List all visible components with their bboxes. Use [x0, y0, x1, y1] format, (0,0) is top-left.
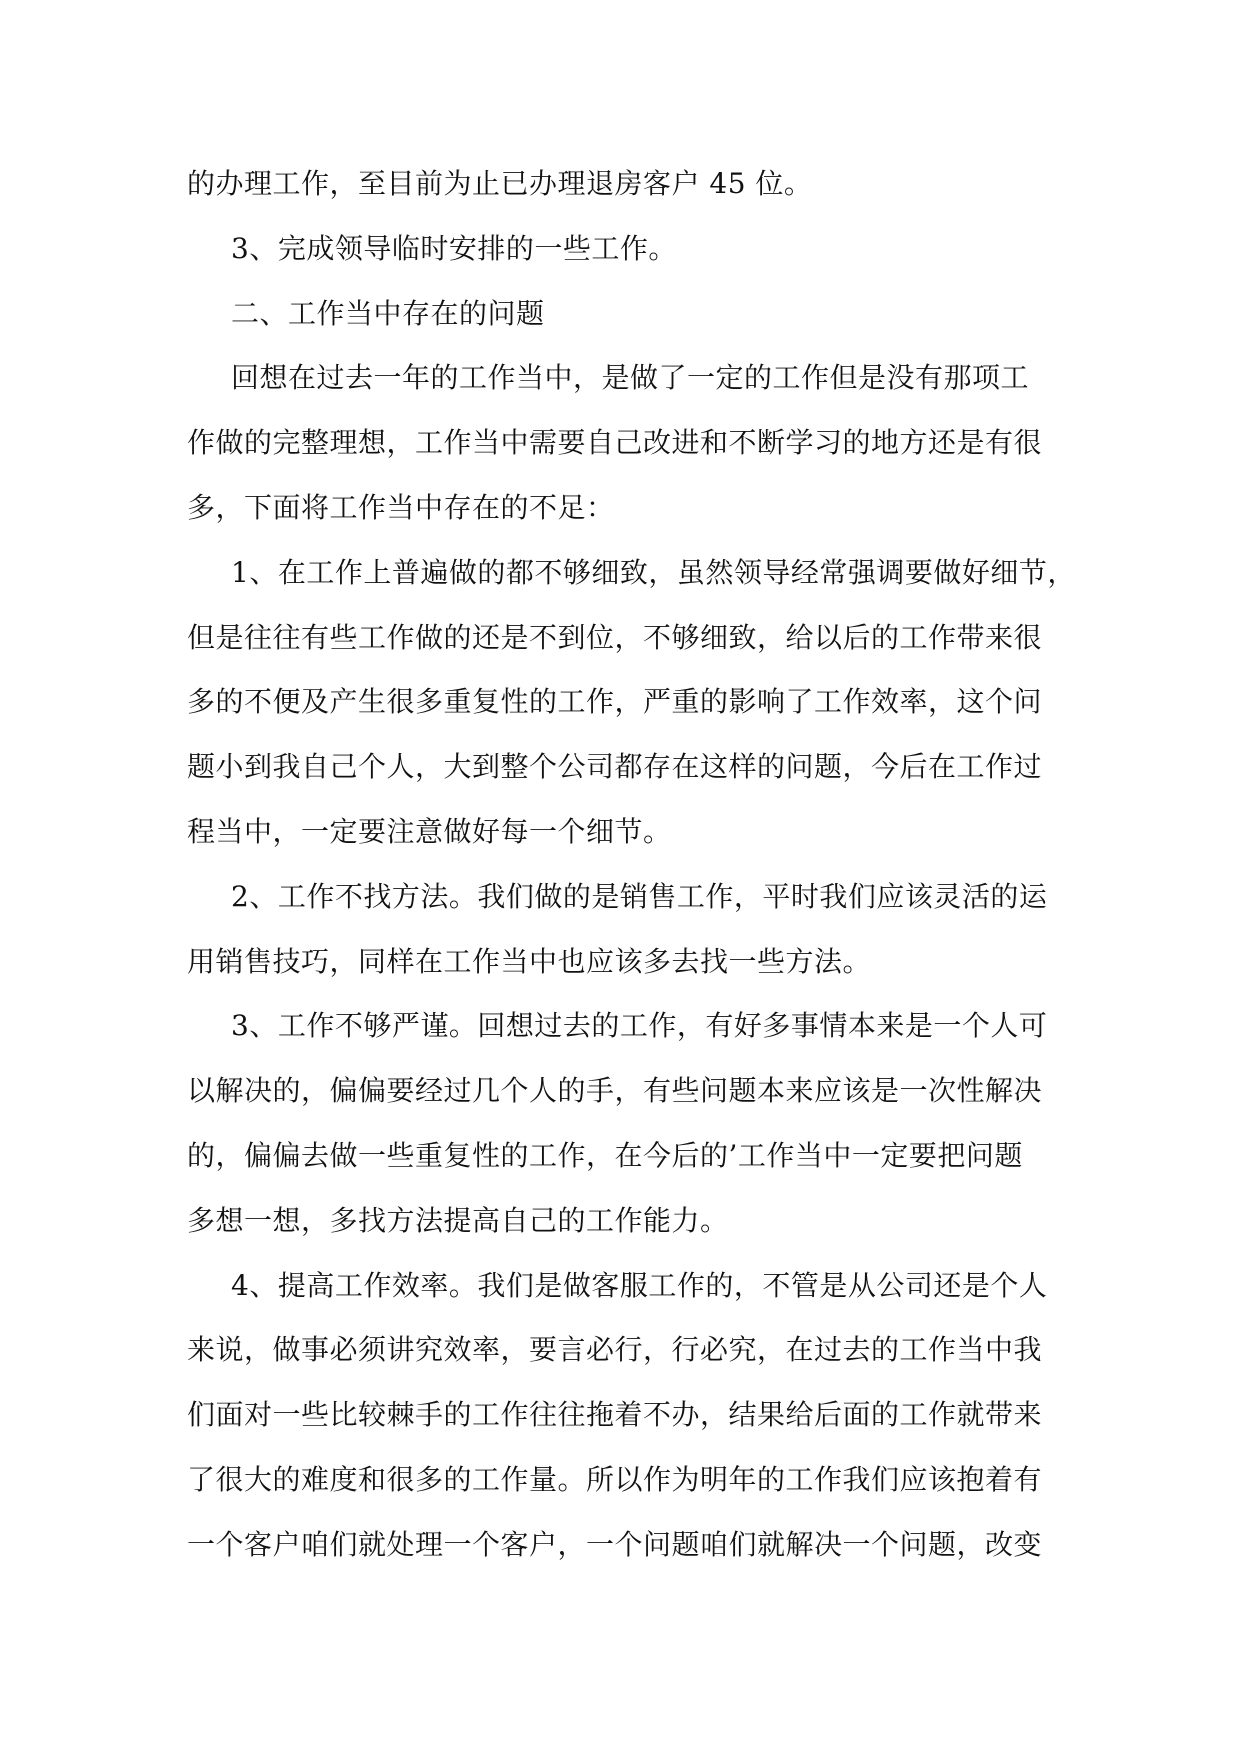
text-line: 了很大的难度和很多的工作量。所以作为明年的工作我们应该抱着有 — [187, 1462, 1043, 1496]
text-line: 多的不便及产生很多重复性的工作，严重的影响了工作效率，这个问 — [187, 685, 1043, 719]
paragraph-problem-4 — [187, 1254, 1087, 1578]
text-line: 2、工作不找方法。我们做的是销售工作，平时我们应该灵活的运 — [231, 879, 1048, 913]
text-line: 的办理工作，至目前为止已办理退房客户 45 位。 — [187, 167, 813, 200]
text-line: 来说，做事必须讲究效率，要言必行，行必究，在过去的工作当中我 — [187, 1333, 1043, 1367]
text-line: 作做的完整理想，工作当中需要自己改进和不断学习的地方还是有很 — [187, 426, 1043, 460]
text-line: 多想一想，多找方法提高自己的工作能力。 — [187, 1203, 729, 1237]
text-line: 们面对一些比较棘手的工作往往拖着不办，结果给后面的工作就带来 — [187, 1398, 1043, 1432]
text-line: 题小到我自己个人，大到整个公司都存在这样的问题，今后在工作过 — [187, 750, 1043, 784]
text-line: 程当中，一定要注意做好每一个细节。 — [187, 814, 672, 848]
paragraph-intro-reflection — [187, 346, 1087, 540]
paragraph-item-3-temporary-tasks — [187, 217, 1087, 282]
text-line: 1、在工作上普遍做的都不够细致，虽然领导经常强调要做好细节， — [231, 555, 1076, 589]
text-line: 3、完成领导临时安排的一些工作。 — [231, 231, 677, 265]
document-body — [187, 152, 1087, 1578]
text-line: 4、提高工作效率。我们是做客服工作的，不管是从公司还是个人 — [231, 1268, 1048, 1302]
text-line: 回想在过去一年的工作当中，是做了一定的工作但是没有那项工 — [231, 361, 1030, 395]
section-heading-problems — [187, 282, 1087, 347]
paragraph-problem-2 — [187, 865, 1087, 995]
paragraph-problem-1 — [187, 541, 1087, 865]
text-line: 3、工作不够严谨。回想过去的工作，有好多事情本来是一个人可 — [231, 1009, 1048, 1043]
text-line: 的，偏偏去做一些重复性的工作，在今后的’工作当中一定要把问题 — [187, 1138, 1023, 1172]
text-line: 用销售技巧，同样在工作当中也应该多去找一些方法。 — [187, 944, 872, 978]
paragraph-problem-3 — [187, 994, 1087, 1253]
text-line: 多，下面将工作当中存在的不足： — [187, 490, 615, 524]
text-line: 以解决的，偏偏要经过几个人的手，有些问题本来应该是一次性解决 — [187, 1074, 1043, 1108]
section-heading: 二、工作当中存在的问题 — [231, 296, 545, 330]
text-line: 但是往往有些工作做的还是不到位，不够细致，给以后的工作带来很 — [187, 620, 1043, 654]
text-line: 一个客户咱们就处理一个客户，一个问题咱们就解决一个问题，改变 — [187, 1527, 1043, 1561]
paragraph-continuation — [187, 152, 1087, 217]
